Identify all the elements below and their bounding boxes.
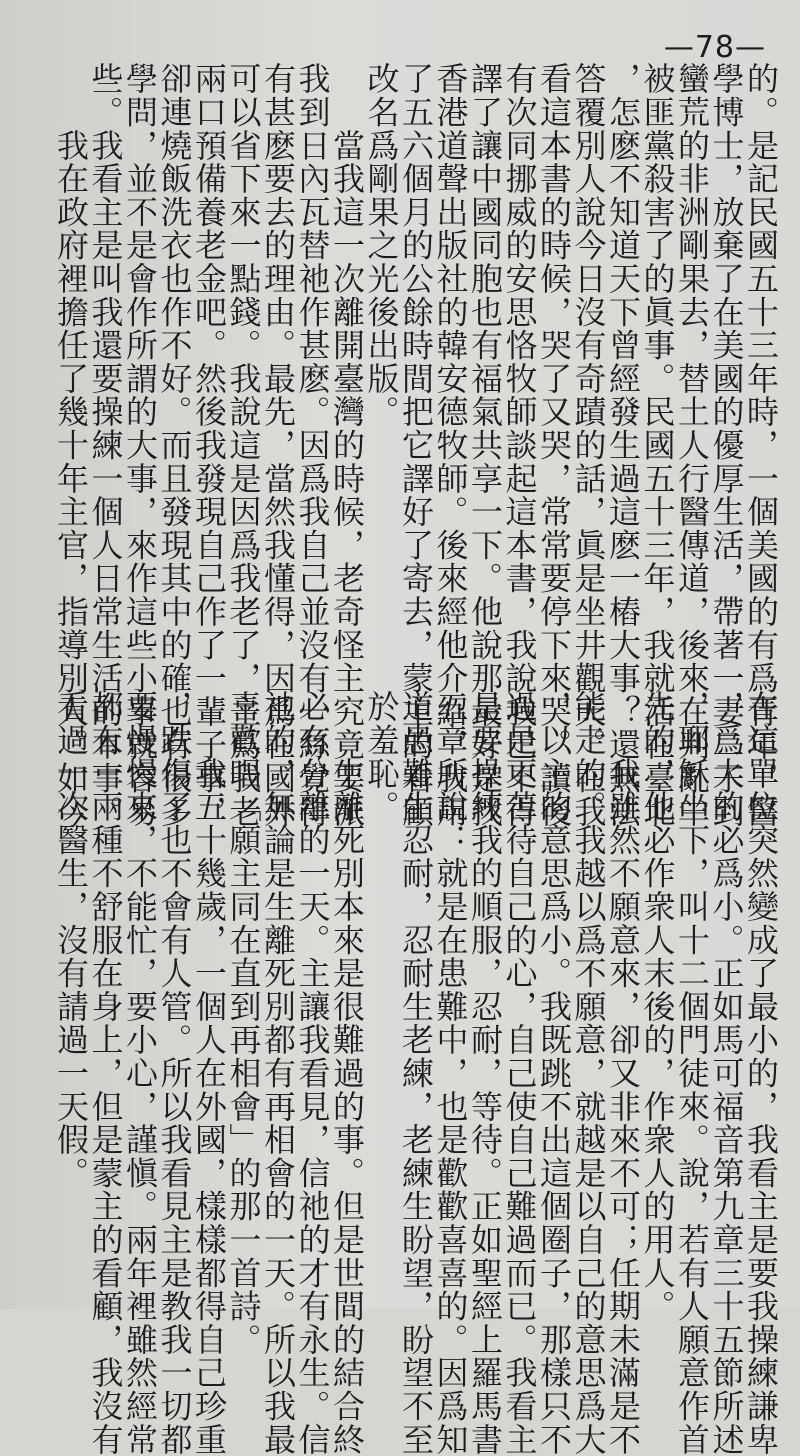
- bottom-block-line: 必有分離的一天。主讓我看見，信祂的才有永生。信: [293, 690, 332, 1456]
- page-number: —78—: [663, 30, 766, 65]
- bottom-block-line: 喜歡唱「願主同在直到再相會」的那一首詩。: [224, 690, 263, 1356]
- top-block-line: 了五六個月的公餘時間把它譯好了寄去，蒙主的看顧: [397, 62, 435, 828]
- top-block-line: 些。我看主是叫我還要操練一個人日常生活的本事。: [86, 62, 125, 828]
- bottom-block-line: 都有一兩種不舒服在身上，但是蒙主的看顧，我沒有: [86, 690, 125, 1456]
- bottom-block-line: 祂的，無論是生離死別都有再相會的一天。所以我最: [259, 690, 297, 1456]
- top-block-line: 學博士，放棄了在美國的優厚生活，帶著一妻二子到: [707, 62, 746, 828]
- bottom-block-line: 是要操練我的順服，忍耐，等待。正如聖經上羅馬書: [466, 690, 504, 1456]
- bottom-block-line: ，爲大的必爲小。正如馬可福音第九章三十五節所述: [707, 690, 746, 1456]
- bottom-block-line: ，耶穌坐下，叫十二個門徒來。說，若有人願意作首: [673, 690, 711, 1456]
- top-block-line: 改名爲剛果之光後出版。: [362, 62, 401, 429]
- top-block-line: 有次同挪威的安思恪牧師談起這本書，我說我巴不得: [500, 62, 539, 828]
- bottom-block-line: 先的，他必作衆人末後的，作衆人的用人。: [638, 690, 677, 1323]
- bottom-block-line: 要慢慢來，不能忙，要小心，謹愼。兩年裡雖然經常: [121, 690, 159, 1456]
- bottom-block-line: ，以主的意思爲小。我既跳不出這個圈子，那樣只不: [535, 690, 573, 1456]
- bottom-text-block: [52, 690, 780, 1456]
- top-block-line: 當我這一次離開臺灣的時候，老奇怪主究竟要派: [328, 62, 366, 828]
- top-block-line: 我在政府裡擔任了幾十年主官，指導別人。如今: [52, 62, 90, 828]
- top-block-line: 可以省下來一點錢。我說這是因爲我老了，主爲我老: [224, 62, 263, 828]
- bottom-block-line: 五章所說：就是在患難中，也是歡歡喜喜的。因爲知: [431, 690, 470, 1456]
- bottom-block-line: 能走的。我越以爲不願意，就越是以自己的意思爲大: [569, 690, 608, 1456]
- top-block-line: 卻連燒飯洗衣也作不好。而且發現其中的確也有很多: [155, 62, 194, 828]
- top-block-line: 學問，並不是會作所謂的大事，來作這些小事就容易: [121, 62, 159, 828]
- bottom-block-line: 過是更苦待自己的心，自己使自己難過而已。我看主: [500, 690, 539, 1456]
- bottom-block-line: 看過一次醫生，沒有請過一天假。: [52, 690, 90, 1190]
- top-block-line: ，怎麽不知道天下曾經發生過這麽一樁大事？還無法: [604, 62, 642, 828]
- bottom-block-line: ，跌傷了也不會有人管。所以我看見主是教我一切都: [155, 690, 194, 1456]
- bottom-block-line: 生離死別本來是很難過的事。但是世間的結合終: [328, 690, 366, 1456]
- bottom-block-line: 在這單位突然變成了最小的，我看主是要我操練謙卑: [742, 690, 780, 1456]
- top-block-line: 看這本書的時候，哭了又哭，常常要停下來哭。讀後: [535, 62, 573, 828]
- top-block-line: 答覆別人說今日沒有奇蹟的話，眞是坐井觀天。在我: [569, 62, 608, 828]
- top-block-line: 有甚麽要去的理由。最先，當然我懂得，因爲在國外: [259, 62, 297, 828]
- top-block-line: 譯了讓中國同胞也有福氣共享一下。他說那最好是找: [466, 62, 504, 828]
- top-block-line: 香港道聲出版社的韓安德牧師。後來經他介紹，我用: [431, 62, 470, 828]
- bottom-block-line: 於羞恥。: [362, 690, 401, 824]
- bottom-block-line: 我五十幾歲，一個人在外國，樣樣都得自己珍重: [190, 690, 228, 1456]
- top-block-line: 我到日內瓦替祂作甚麽。因爲我自己並沒有一絲覺得: [293, 62, 332, 828]
- bottom-block-line: 我雖然不願意來，卻又非來不可；任期未滿是不: [604, 690, 642, 1456]
- bottom-block-line: 道患難生忍耐，忍耐生老練，老練生盼望，盼望不至: [397, 690, 435, 1456]
- top-block-line: 蠻荒的非洲剛果去，替土人行醫傳道，後來在判亂中: [673, 62, 711, 828]
- top-block-line: 的。是記民國五十三年時，一個美國的有爲青年，醫: [742, 62, 780, 828]
- top-block-line: 兩口預備養老金吧。然後我發現自己作了一輩子事，: [190, 62, 228, 828]
- top-block-line: 被匪黨殺害了的眞事。民國五十三年，我就活在臺北: [638, 62, 677, 828]
